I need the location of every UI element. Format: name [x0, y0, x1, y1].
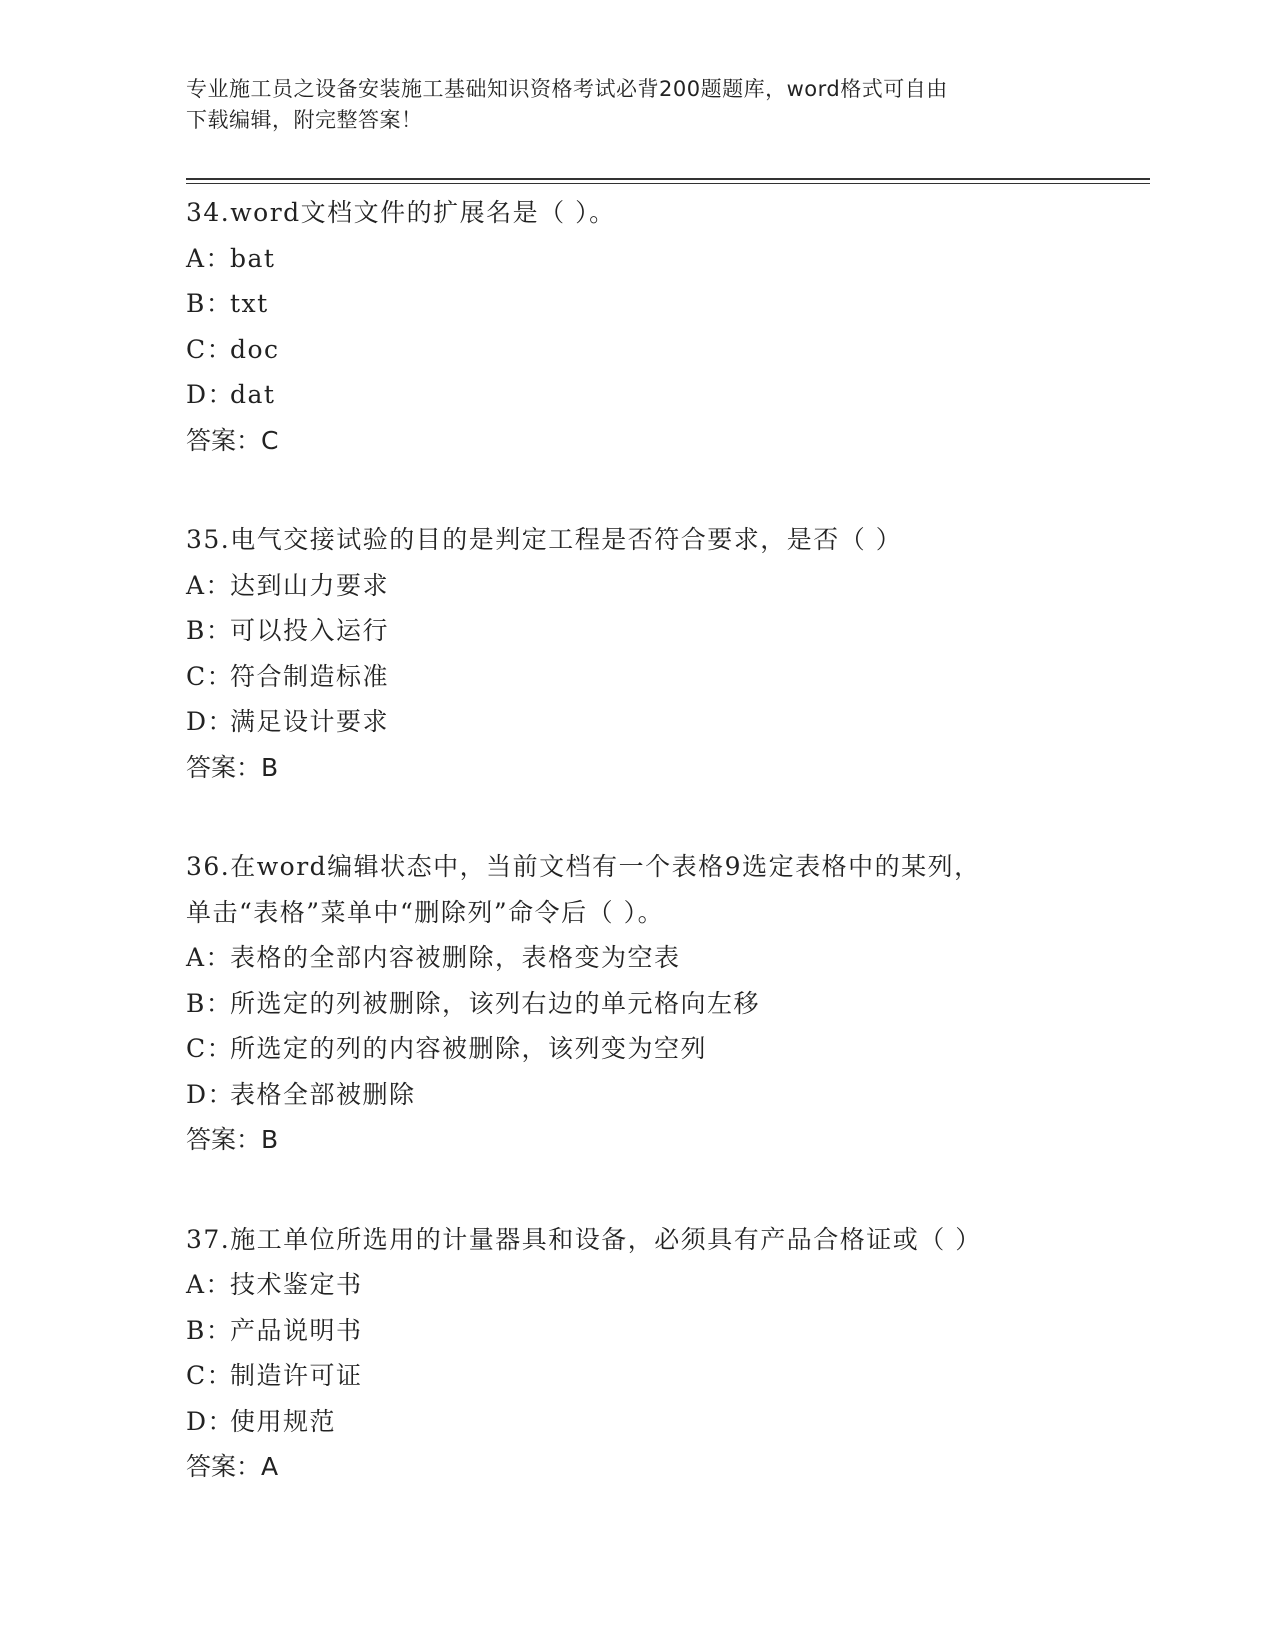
question-list — [186, 190, 1146, 1544]
option-text: 产品说明书 — [230, 1315, 363, 1345]
header-line-1: 专业施工员之设备安装施工基础知识资格考试必背200题题库，word格式可自由 — [186, 77, 948, 101]
option-d — [186, 699, 1146, 745]
option-text: 表格的全部内容被删除，表格变为空表 — [230, 943, 681, 972]
option-text: 表格全部被删除 — [230, 1079, 416, 1109]
option-a — [186, 935, 1146, 981]
option-c — [186, 327, 1146, 373]
option-letter: B： — [186, 988, 233, 1018]
option-text: 使用规范 — [230, 1406, 337, 1436]
option-letter: C： — [186, 1034, 234, 1063]
question-item — [186, 517, 1146, 790]
option-letter: B： — [186, 1315, 233, 1345]
answer-line: 答案：B — [186, 1125, 279, 1154]
answer-line: 答案：B — [186, 752, 279, 782]
option-letter: D： — [186, 380, 235, 409]
question-text: 37.施工单位所选用的计量器具和设备，必须具有产品合格证或（ ） — [186, 1224, 982, 1254]
option-c — [186, 1026, 1146, 1072]
option-c — [186, 654, 1146, 700]
question-item — [186, 190, 1146, 463]
answer-line: 答案：C — [186, 425, 279, 455]
question-text-continued: 单击“表格”菜单中“删除列”命令后（ ）。 — [186, 897, 665, 927]
option-text: txt — [230, 289, 269, 318]
option-text: dat — [230, 380, 276, 409]
option-d — [186, 1072, 1146, 1118]
option-text: 符合制造标准 — [230, 661, 390, 691]
header-line-2: 下载编辑，附完整答案！ — [186, 108, 423, 132]
answer-line: 答案：A — [186, 1452, 279, 1481]
option-d — [186, 372, 1146, 418]
option-text: 所选定的列被删除，该列右边的单元格向左移 — [230, 988, 761, 1018]
header-divider-thin — [186, 183, 1150, 184]
option-text: 制造许可证 — [230, 1361, 363, 1390]
option-text: doc — [230, 334, 280, 364]
question-item — [186, 1217, 1146, 1490]
option-d — [186, 1399, 1146, 1445]
option-text: 达到山力要求 — [230, 570, 390, 600]
option-letter: D： — [186, 1079, 235, 1109]
option-letter: A： — [186, 243, 233, 273]
option-letter: C： — [186, 661, 234, 691]
option-text: 所选定的列的内容被删除，该列变为空列 — [230, 1034, 708, 1063]
option-text: bat — [230, 243, 276, 273]
option-text: 满足设计要求 — [230, 707, 390, 736]
option-letter: B： — [186, 616, 233, 645]
option-letter: A： — [186, 943, 233, 972]
option-b — [186, 608, 1146, 654]
option-letter: C： — [186, 1361, 234, 1390]
option-a — [186, 236, 1146, 282]
option-c — [186, 1353, 1146, 1399]
question-text: 36.在word编辑状态中，当前文档有一个表格9选定表格中的某列， — [186, 852, 981, 881]
option-letter: D： — [186, 1406, 235, 1436]
option-letter: D： — [186, 707, 235, 736]
option-letter: A： — [186, 1270, 233, 1299]
question-item — [186, 844, 1146, 1163]
option-a — [186, 563, 1146, 609]
option-letter: C： — [186, 334, 234, 364]
document-header — [186, 74, 1066, 136]
option-text: 可以投入运行 — [230, 616, 390, 645]
option-text: 技术鉴定书 — [230, 1270, 363, 1299]
question-text: 34.word文档文件的扩展名是（ ）。 — [186, 198, 616, 227]
option-b — [186, 1308, 1146, 1354]
option-a — [186, 1262, 1146, 1308]
option-letter: A： — [186, 570, 233, 600]
option-b — [186, 981, 1146, 1027]
question-text: 35.电气交接试验的目的是判定工程是否符合要求，是否（ ） — [186, 525, 903, 554]
option-letter: B： — [186, 289, 233, 318]
header-divider-thick — [186, 178, 1150, 180]
option-b — [186, 281, 1146, 327]
